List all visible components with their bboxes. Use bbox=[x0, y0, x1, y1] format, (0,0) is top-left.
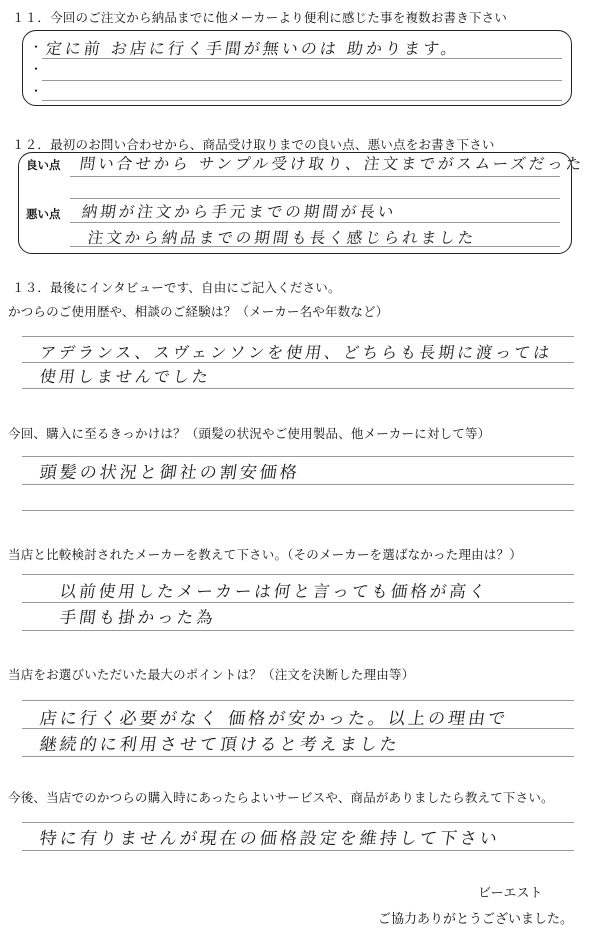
company-name: ビーエスト bbox=[478, 886, 543, 901]
q13-answer-compared-line1: 以前使用したメーカーは何と言っても価格が高く bbox=[58, 582, 490, 601]
q12-good-answer: 問い合せから サンプル受け取り、注文までがスムーズだった bbox=[78, 155, 586, 173]
q12-bad-answer-line1: 納期が注文から手元までの期間が長い bbox=[80, 203, 398, 221]
q13-answer-compared-line2: 手間も掛かった為 bbox=[58, 608, 218, 627]
q13-question-history: かつらのご使用歴や、相談のご経験は？（メーカー名や年数など） bbox=[8, 304, 389, 319]
q12-title: １２．最初のお問い合わせから、商品受け取りまでの良い点、悪い点をお書き下さい bbox=[12, 137, 495, 152]
q13-question-reason: 当店をお選びいただいた最大のポイントは？（注文を決断した理由等） bbox=[8, 667, 415, 682]
q13-answer-request-line1: 特に有りませんが現在の価格設定を維持して下さい bbox=[38, 829, 502, 849]
q11-bullet: ・ bbox=[30, 62, 43, 76]
q11-title: １１．今回のご注文から納品までに他メーカーより便利に感じた事を複数お書き下さい bbox=[12, 10, 508, 25]
q13-answer-trigger-line1: 頭髪の状況と御社の割安価格 bbox=[38, 463, 302, 483]
q13-answer-history-line2: 使用しませんでした bbox=[38, 367, 213, 386]
q13-answer-history-line1: アデランス、スヴェンソンを使用、どちらも長期に渡っては bbox=[38, 343, 554, 362]
q13-answer-reason-line1: 店に行く必要がなく 価格が安かった。以上の理由で bbox=[38, 709, 510, 729]
q13-question-trigger: 今回、購入に至るきっかけは？（頭髪の状況やご使用製品、他メーカーに対して等） bbox=[8, 426, 491, 441]
q13-question-request: 今後、当店でのかつらの購入時にあったらよいサービスや、商品がありましたら教えて下さい。 bbox=[8, 790, 554, 805]
q13-question-compared: 当店と比較検討されたメーカーを教えて下さい。（そのメーカーを選ばなかった理由は？） bbox=[8, 547, 522, 562]
q12-bad-answer-line2: 注文から納品までの期間も長く感じられました bbox=[86, 229, 478, 247]
q11-bullet: ・ bbox=[30, 84, 43, 98]
q13-title: １３．最後にインタビューです、自由にご記入ください。 bbox=[12, 280, 341, 295]
q12-good-label: 良い点 bbox=[26, 158, 61, 172]
q11-bullet: ・ bbox=[30, 40, 43, 54]
closing-thanks: ご協力ありがとうございました。 bbox=[378, 912, 574, 927]
q11-handwritten-answer: 定に前 お店に行く手間が無いのは 助かります。 bbox=[44, 39, 462, 58]
q13-answer-reason-line2: 継続的に利用させて頂けると考えました bbox=[38, 735, 402, 755]
q12-bad-label: 悪い点 bbox=[26, 207, 61, 221]
